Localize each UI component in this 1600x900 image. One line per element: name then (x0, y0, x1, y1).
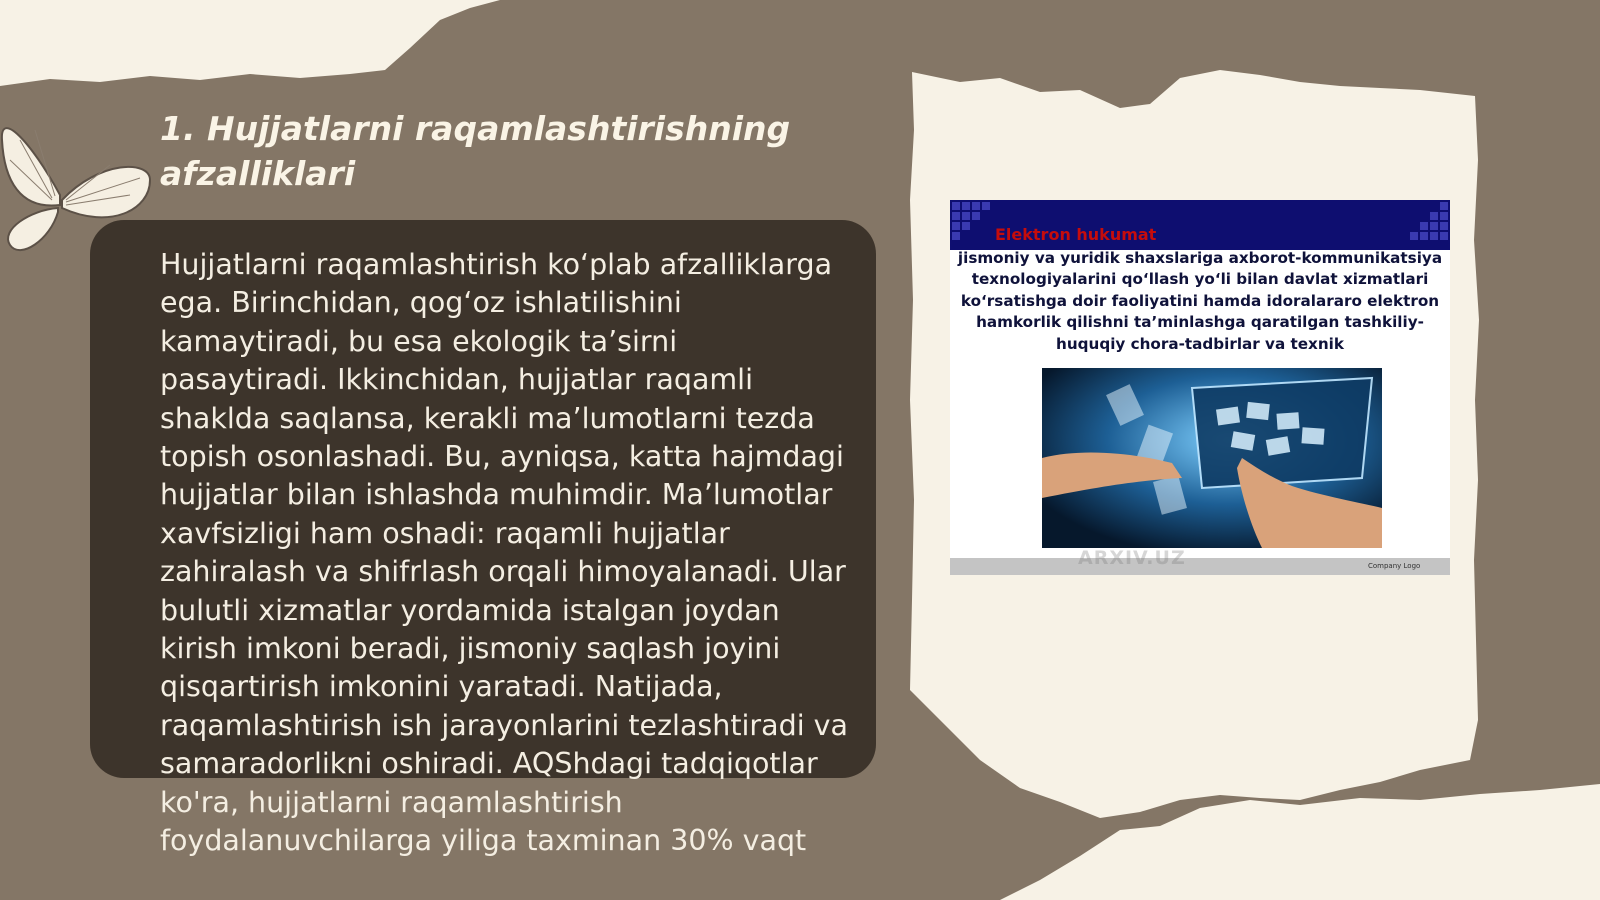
grid-pattern-icon (950, 200, 1000, 250)
slide-title: 1. Hujjatlarni raqamlashtirishning afzalliklari (160, 109, 791, 193)
company-logo: Company Logo (1368, 562, 1421, 570)
embedded-slide (950, 200, 1450, 575)
embedded-slide-heading: Elektron hukumat (995, 225, 1157, 244)
embedded-slide-header (950, 200, 1450, 250)
watermark: ARXIV.UZ (1078, 547, 1186, 569)
body-text: Hujjatlarni raqamlashtirish ko‘plab afzalliklarga ega. Birinchidan, qog‘oz ishlatilishini kamaytiradi, bu esa ekologik ta’sirni pasaytiradi. Ikkinchidan, hujjatlar raqamli shaklda saqlansa, kerakli ma’lumotlarni tezda topish osonlashadi. Bu, ayniqsa, katta hajmdagi hujjatlar bilan ishlashda muhimdir. Ma’lumotlar xavfsizligi ham oshadi: raqamli hujjatlar zahiralash va shifrlash orqali himoyalanadi. Ular bulutli xizmatlar yordamida istalgan joydan kirish imkoni beradi, jismoniy saqlash joyini qisqartirish imkonini yaratadi. Natijada, raqamlashtirish ish jarayonlarini tezlashtiradi va samaradorlikni oshiradi. AQShdagi tadqiqotlar ko'ra, hujjatlarni raqamlashtirish foydalanuvchilarga yiliga taxminan 30% vaqt (160, 248, 849, 858)
embedded-slide-footer (950, 558, 1450, 575)
embedded-slide-text: jismoniy va yuridik shaxslariga axborot-kommunikatsiya texnologiyalarini qo‘llash yo‘li bilan davlat xizmatlari ko‘rsatishga doir faoliyatini hamda idoralararo elektron hamkorlik qilishni ta’minlashga qaratilgan tashkiliy-huquqiy chora-tadbirlar va texnik (957, 249, 1443, 353)
hands-digital-documents-image (1042, 368, 1382, 548)
grid-pattern-icon (1400, 200, 1450, 250)
